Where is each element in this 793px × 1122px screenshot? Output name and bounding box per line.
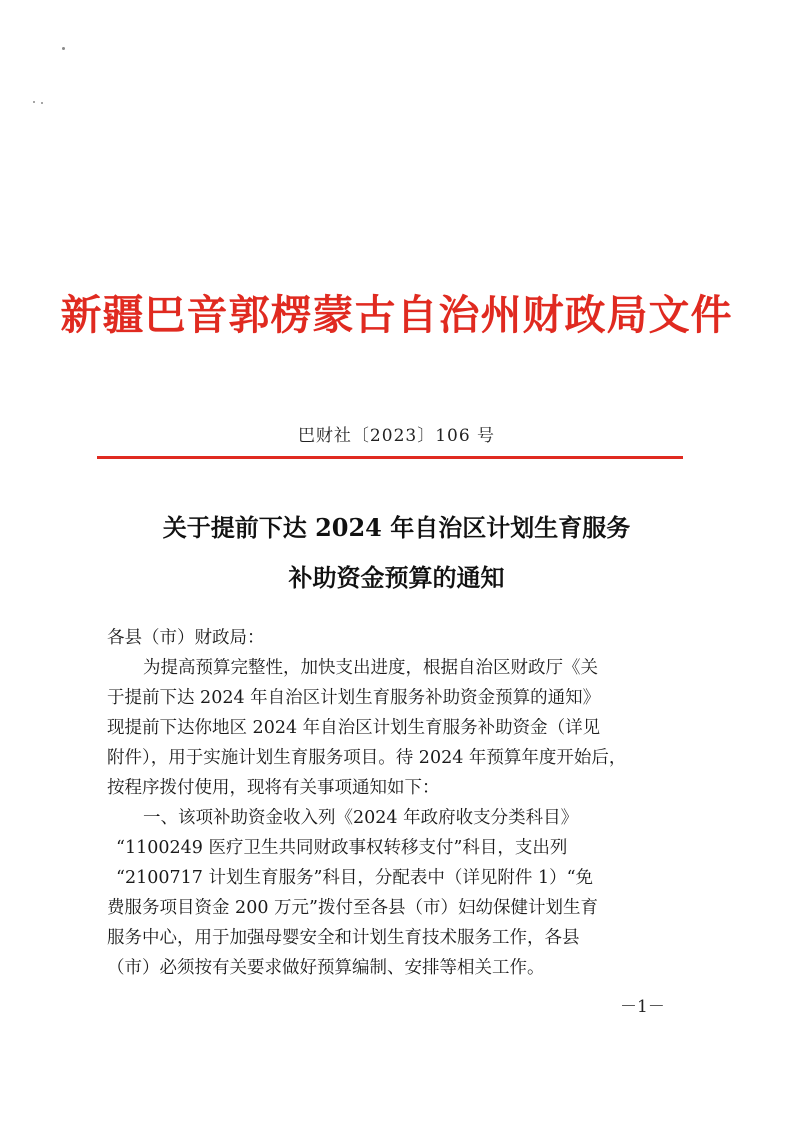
red-separator-line	[97, 456, 683, 459]
salutation: 各县（市）财政局：	[107, 628, 265, 648]
body-line: 附件），用于实施计划生育服务项目。待 2024 年预算年度开始后，	[107, 748, 627, 768]
body-line: “1100249 医疗卫生共同财政事权转移支付”科目，支出列	[116, 838, 568, 858]
body-line: 于提前下达 2024 年自治区计划生育服务补助资金预算的通知》	[107, 688, 601, 708]
document-title-line-2: 补助资金预算的通知	[288, 563, 505, 592]
body-line: 为提高预算完整性，加快支出进度，根据自治区财政厅《关	[143, 658, 598, 678]
scan-speck	[33, 101, 35, 103]
issuing-authority-title: 新疆巴音郭楞蒙古自治州财政局文件	[60, 291, 733, 339]
body-line: “2100717 计划生育服务”科目，分配表中（详见附件 1）“免	[116, 868, 594, 888]
scan-speck	[41, 102, 43, 104]
body-line: 一、该项补助资金收入列《2024 年政府收支分类科目》	[143, 808, 579, 828]
body-line: 现提前下达你地区 2024 年自治区计划生育服务补助资金（详见	[107, 718, 601, 738]
body-line: 服务中心，用于加强母婴安全和计划生育技术服务工作，各县	[107, 928, 580, 948]
body-line: （市）必须按有关要求做好预算编制、安排等相关工作。	[107, 958, 545, 978]
body-line: 费服务项目资金 200 万元”拨付至各县（市）妇幼保健计划生育	[107, 898, 598, 918]
document-number: 巴财社〔2023〕106 号	[297, 426, 496, 446]
scan-speck	[62, 47, 65, 50]
page-number: －1－	[620, 997, 665, 1017]
document-title-line-1: 关于提前下达 2024 年自治区计划生育服务	[162, 513, 631, 542]
body-line: 按程序拨付使用，现将有关事项通知如下：	[107, 778, 440, 798]
